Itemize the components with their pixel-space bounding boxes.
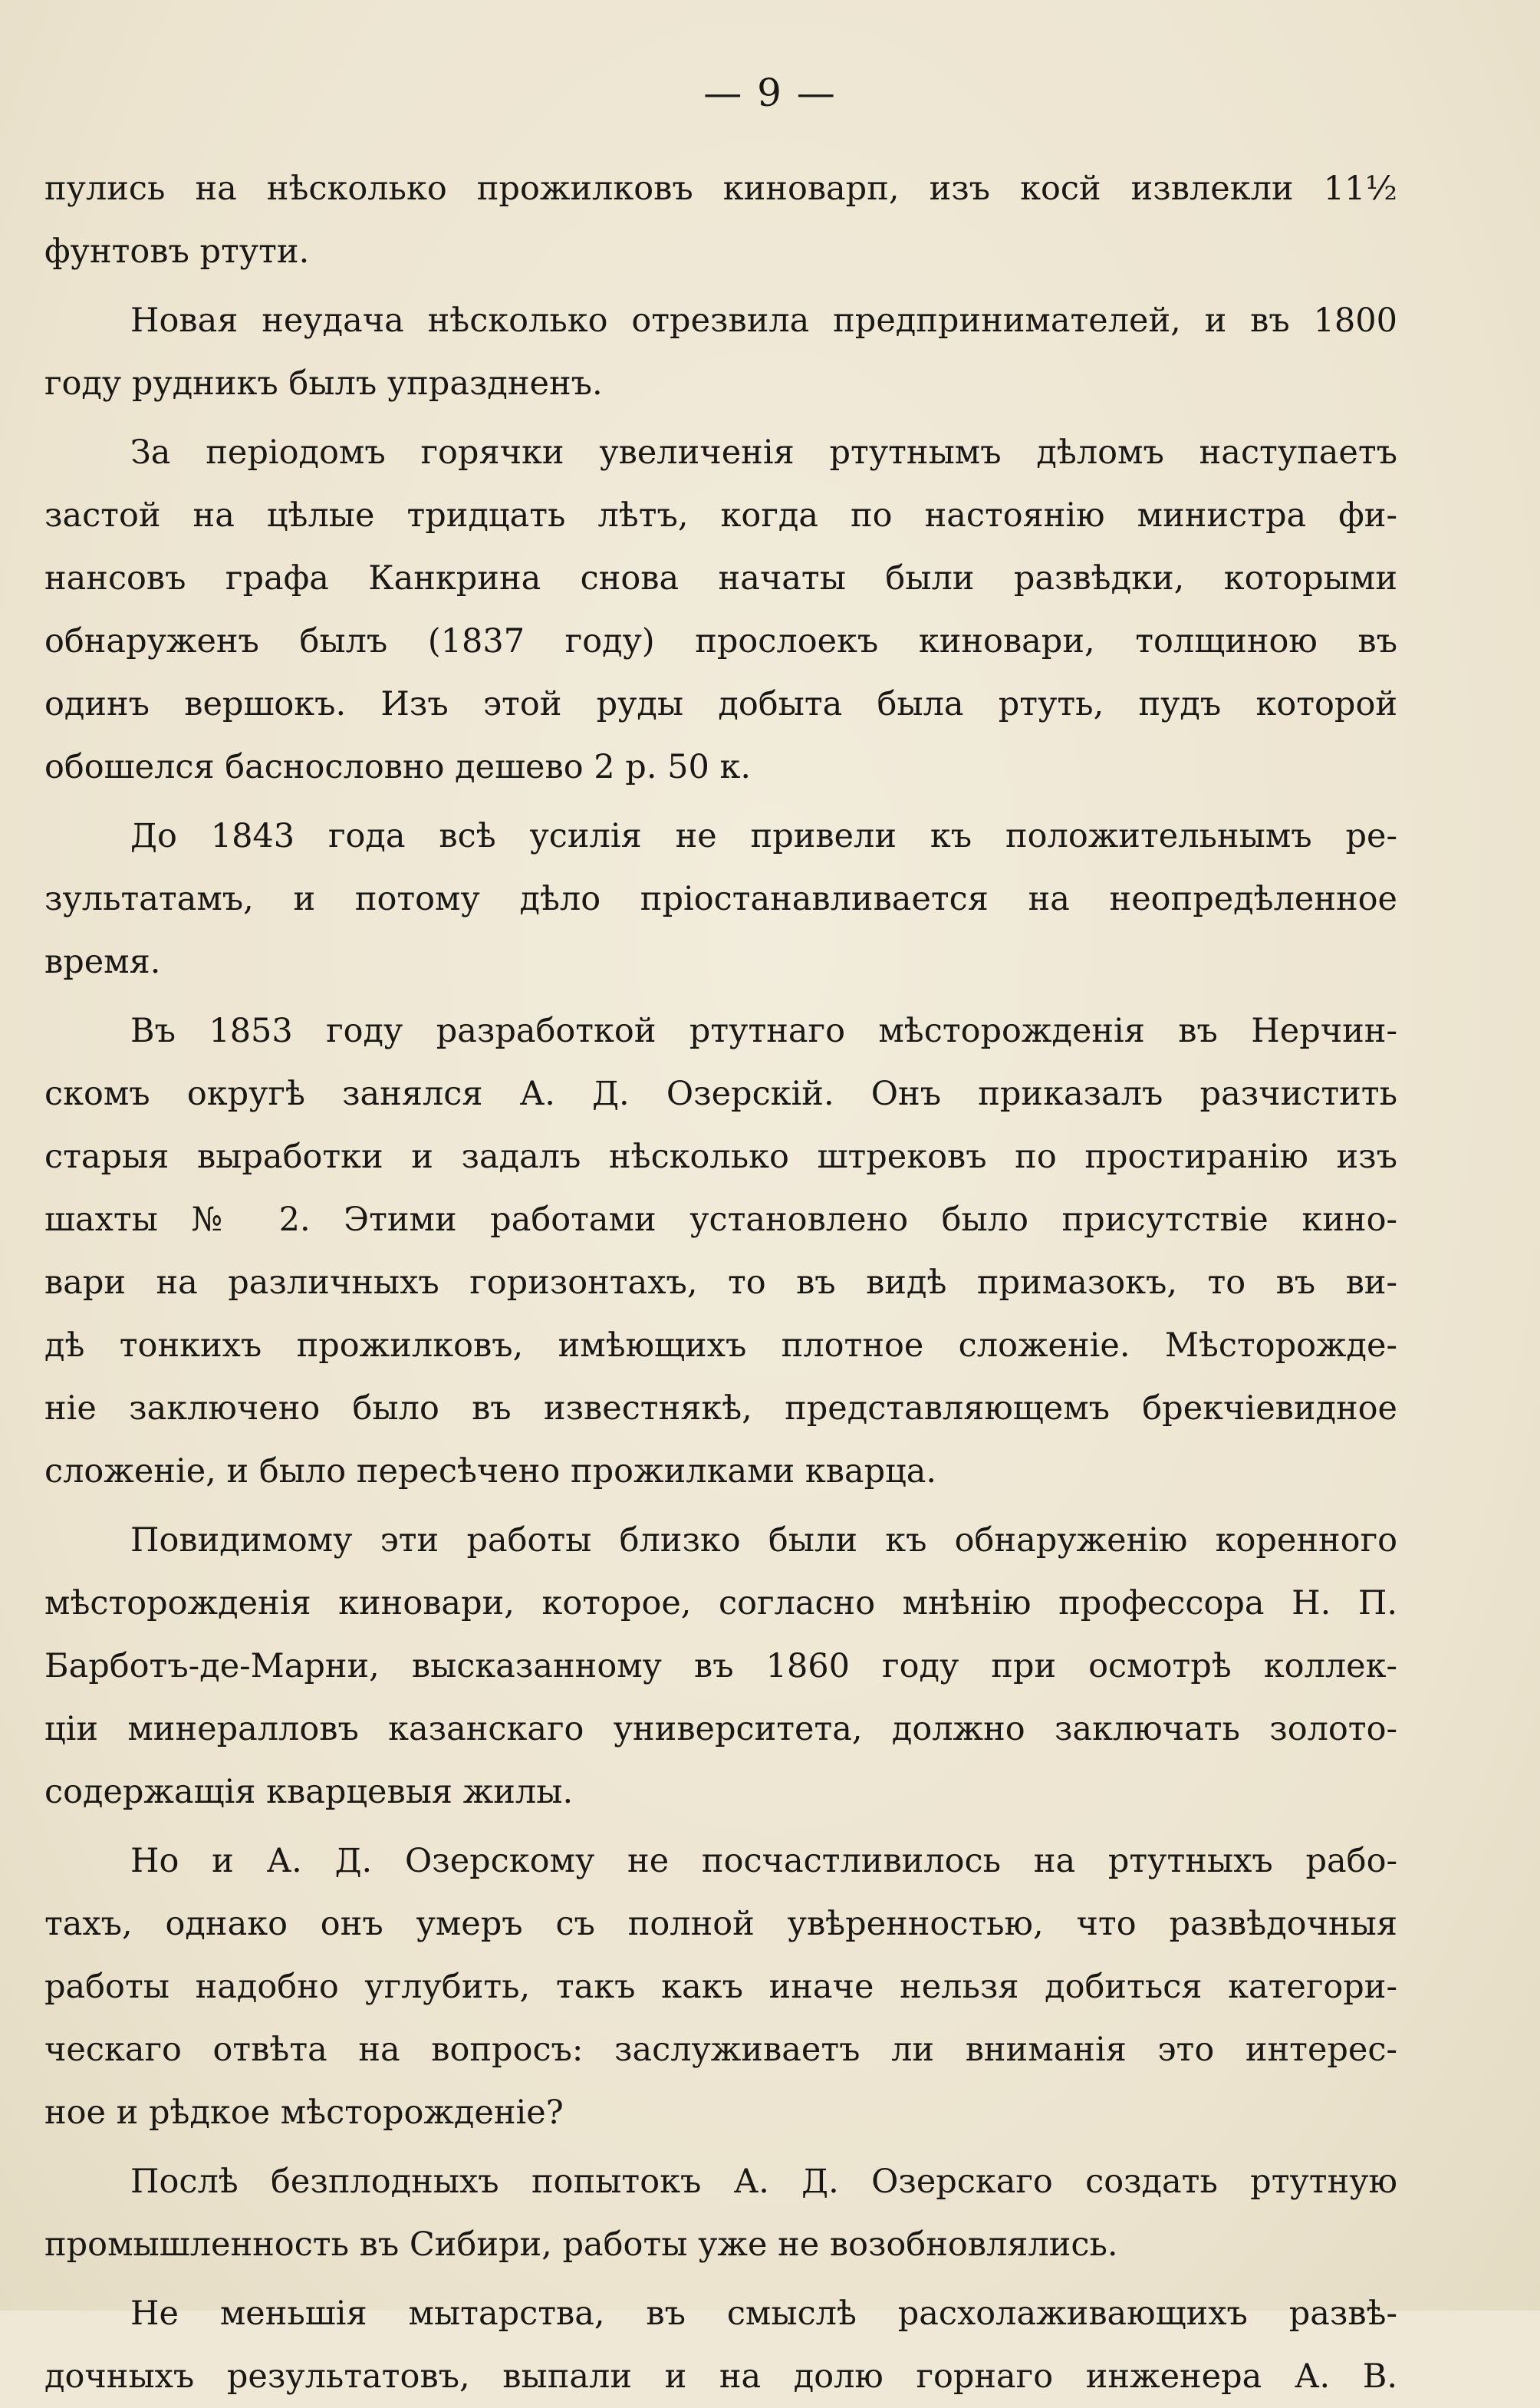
text-line: сложеніе, и было пересѣчено прожилками кварца. [44,1452,937,1491]
text-line: застой на цѣлые тридцать лѣтъ, когда по настоянію министра фи- [44,496,1397,535]
text-line: работы надобно углубить, такъ какъ иначе нельзя добиться категори- [44,1968,1397,2006]
text-line: ческаго отвѣта на вопросъ: заслуживаетъ ли вниманія это интерес- [44,2031,1397,2069]
text-line: До 1843 года всѣ усилія не привели къ положительнымъ ре- [130,817,1397,855]
text-line: обошелся баснословно дешево 2 р. 50 к. [44,748,752,786]
text-line: фунтовъ ртути. [44,232,310,271]
text-line: шахты № 2. Этими работами установлено было присутствіе кино- [44,1201,1397,1239]
paragraph-gap [44,993,1397,1000]
text-line: Новая неудача нѣсколько отрезвила предпринимателей, и въ 1800 [130,301,1397,340]
text-line: За періодомъ горячки увеличенія ртутнымъ дѣломъ наступаетъ [130,433,1397,472]
paragraph-gap [44,1823,1397,1830]
text-line: пулись на нѣсколько прожилковъ киноварп, изъ косй извлекли 11½ [44,170,1397,208]
text-line: тахъ, однако онъ умеръ съ полной увѣренностью, что развѣдочныя [44,1905,1397,1943]
text-line: Не меньшія мытарства, въ смыслѣ расхолаживающихъ развѣ- [130,2294,1397,2333]
text-line: ціи минералловъ казанскаго университета, должно заключать золото- [44,1710,1397,1748]
text-line: промышленность въ Сибири, работы уже не возобновлялись. [44,2225,1118,2264]
paragraph-gap [44,2276,1397,2282]
body-text [44,157,1397,2408]
paragraph-gap [44,2144,1397,2150]
text-line: дѣ тонкихъ прожилковъ, имѣющихъ плотное сложеніе. Мѣсторожде- [44,1326,1397,1365]
text-line: обнаруженъ былъ (1837 году) прослоекъ киновари, толщиною въ [44,622,1397,660]
text-line: Послѣ безплодныхъ попытокъ А. Д. Озерскаго создать ртутную [130,2163,1397,2201]
text-line: дочныхъ результатовъ, выпали и на долю горнаго инженера А. В. [44,2357,1397,2396]
text-line: ное и рѣдкое мѣсторожденіе? [44,2093,564,2132]
text-line: Въ 1853 году разработкой ртутнаго мѣсторожденія въ Нерчин- [130,1012,1397,1050]
text-line: Барботъ-де-Марни, высказанному въ 1860 году при осмотрѣ коллек- [44,1647,1397,1685]
text-line: время. [44,943,161,981]
text-line: скомъ округѣ занялся А. Д. Озерскій. Онъ приказалъ разчистить [44,1075,1397,1113]
text-line: Но и А. Д. Озерскому не посчастливилось на ртутныхъ рабо- [130,1842,1397,1880]
text-line: одинъ вершокъ. Изъ этой руды добыта была ртуть, пудъ которой [44,685,1397,723]
paragraph-gap [44,799,1397,805]
text-line: старыя выработки и задалъ нѣсколько штрековъ по простиранію изъ [44,1138,1397,1176]
text-line: мѣсторожденія киновари, которое, согласно мнѣнію профессора Н. П. [44,1584,1397,1622]
paragraph-gap [44,1503,1397,1509]
paragraph-gap [44,415,1397,421]
text-line: нансовъ графа Канкрина снова начаты были развѣдки, которыми [44,559,1397,598]
text-line: году рудникъ былъ упраздненъ. [44,364,603,403]
page-number: — 9 — [703,71,837,115]
text-line: Повидимому эти работы близко были къ обнаруженію коренного [130,1521,1397,1560]
text-line: вари на различныхъ горизонтахъ, то въ видѣ примазокъ, то въ ви- [44,1263,1397,1302]
paragraph-gap [44,283,1397,289]
text-line: ніе заключено было въ известнякѣ, представляющемъ брекчіевидное [44,1389,1397,1428]
text-line: содержащія кварцевыя жилы. [44,1773,574,1811]
text-line: зультатамъ, и потому дѣло пріостанавливается на неопредѣленное [44,880,1397,918]
